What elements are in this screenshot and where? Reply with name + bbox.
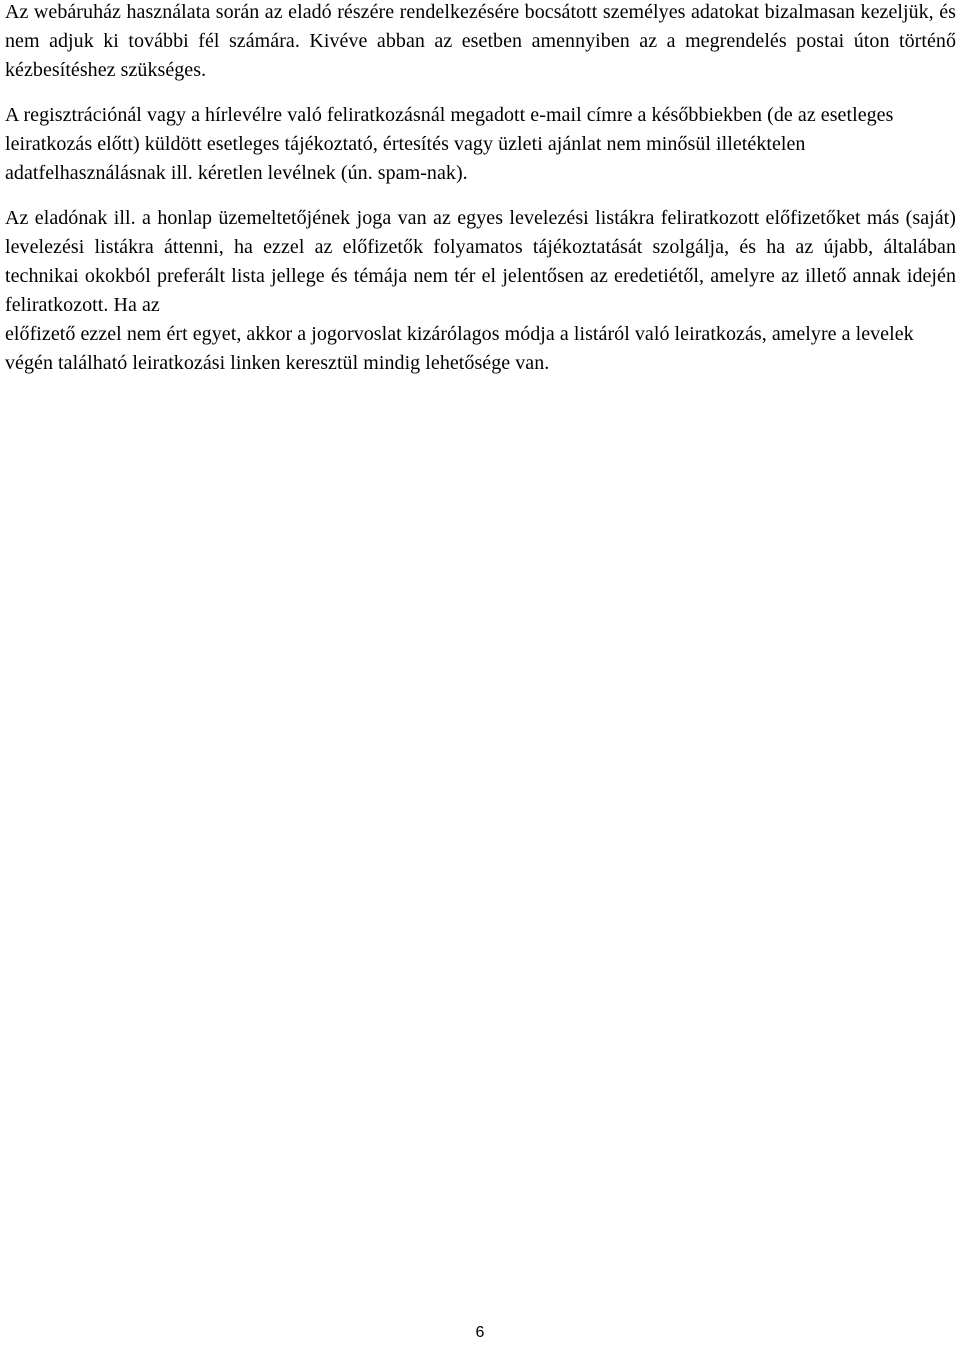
page-number: 6	[475, 1324, 485, 1341]
paragraph-unsubscribe: előfizető ezzel nem ért egyet, akkor a jogorvoslat kizárólagos módja a listáról való leiratkozás, amelyre a levelek végén található leiratkozási linken keresztül mindig lehetősége van.	[5, 323, 914, 374]
paragraph-newsletter: A regisztrációnál vagy a hírlevélre való feliratkozásnál megadott e-mail címre a későbbiekben (de az esetleges leiratkozás előtt) küldött esetleges tájékoztató, értesítés vagy üzleti ajánlat nem minősül illetéktelen adatfelhasználásnak ill. kéretlen levélnek (ún. spam-nak).	[5, 104, 894, 184]
paragraph-mailing-lists: Az eladónak ill. a honlap üzemeltetőjének joga van az egyes levelezési listákra feliratkozott előfizetőket más (saját) levelezési listákra áttenni, ha ezzel az előfizetők folyamatos tájékoztatását szolgálja, és ha az újabb, általában technikai okokból preferált lista jellege és témája nem tér el jelentősen az eredetiétől, amelyre az illető annak idején feliratkozott. Ha az	[5, 207, 956, 316]
paragraph-privacy: Az webáruház használata során az eladó részére rendelkezésére bocsátott személyes adatokat bizalmasan kezeljük, és nem adjuk ki további fél számára. Kivéve abban az esetben amennyiben az a megrendelés postai úton történő kézbesítéshez szükséges.	[5, 1, 956, 81]
document-page	[5, 0, 956, 378]
